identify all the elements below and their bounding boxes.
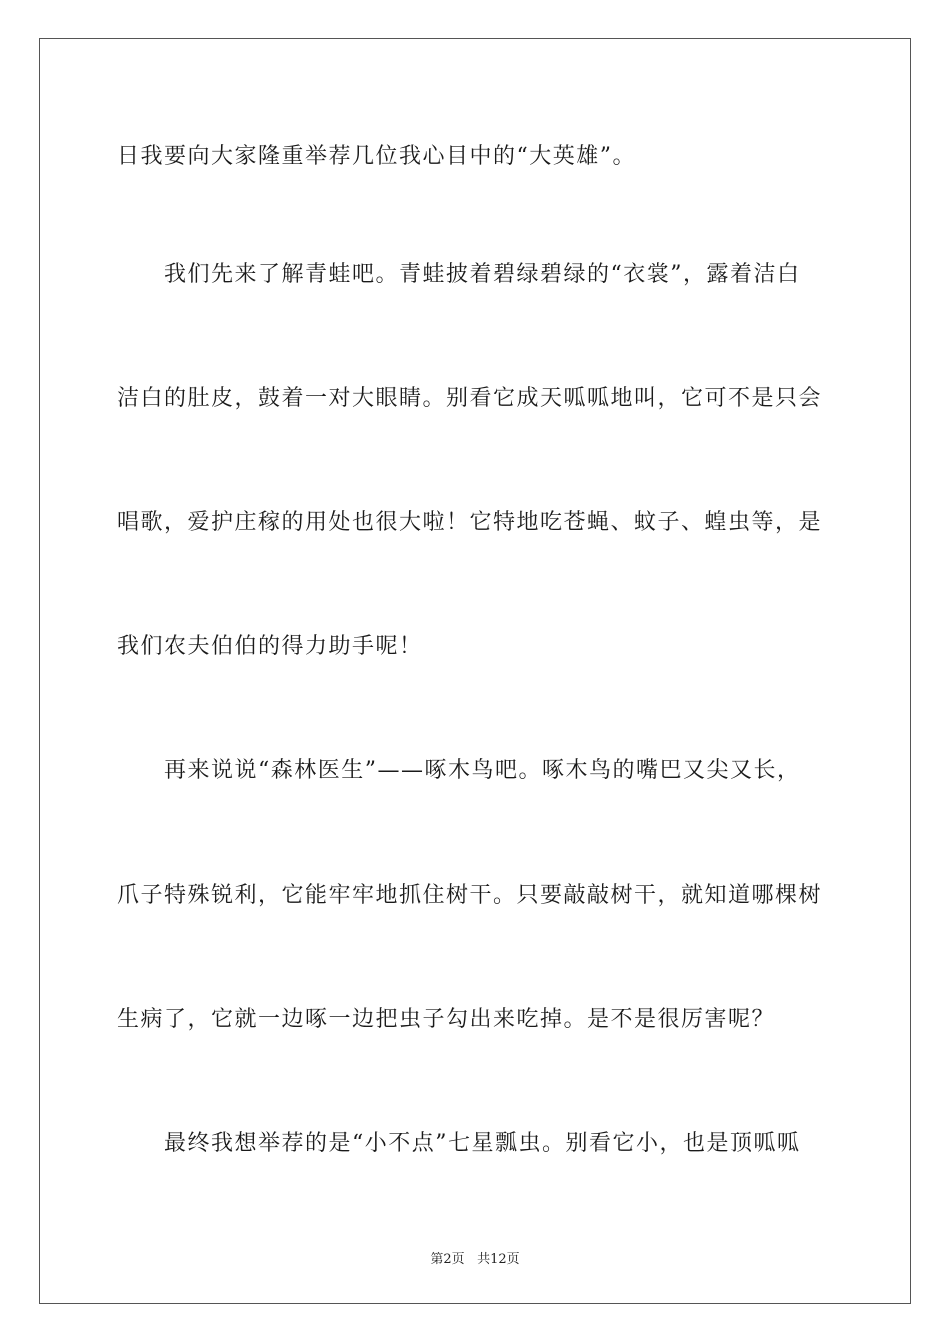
text-line: 唱歌，爱护庄稼的用处也很大啦！它特地吃苍蝇、蚊子、蝗虫等，是	[117, 510, 823, 535]
page-number: 第2页	[430, 1252, 465, 1267]
text-line: 生病了，它就一边啄一边把虫子勾出来吃掉。是不是很厉害呢？	[117, 1007, 776, 1032]
text-line: 洁白的肚皮，鼓着一对大眼睛。别看它成天呱呱地叫，它可不是只会	[117, 386, 823, 411]
paragraph-start-line: 再来说说“森林医生”——啄木鸟吧。啄木鸟的嘴巴又尖又长，	[164, 758, 801, 783]
page-footer	[0, 1248, 950, 1267]
text-line: 爪子特殊锐利，它能牢牢地抓住树干。只要敲敲树干，就知道哪棵树	[117, 883, 823, 908]
text-line: 我们农夫伯伯的得力助手呢！	[117, 634, 423, 659]
paragraph-start-line: 最终我想举荐的是“小不点”七星瓢虫。别看它小，也是顶呱呱	[164, 1131, 801, 1156]
page-frame	[39, 38, 911, 1304]
text-line: 日我要向大家隆重举荐几位我心目中的“大英雄”。	[117, 144, 636, 169]
paragraph-start-line: 我们先来了解青蛙吧。青蛙披着碧绿碧绿的“衣裳”，露着洁白	[164, 262, 801, 287]
page-total: 共12页	[477, 1252, 520, 1267]
